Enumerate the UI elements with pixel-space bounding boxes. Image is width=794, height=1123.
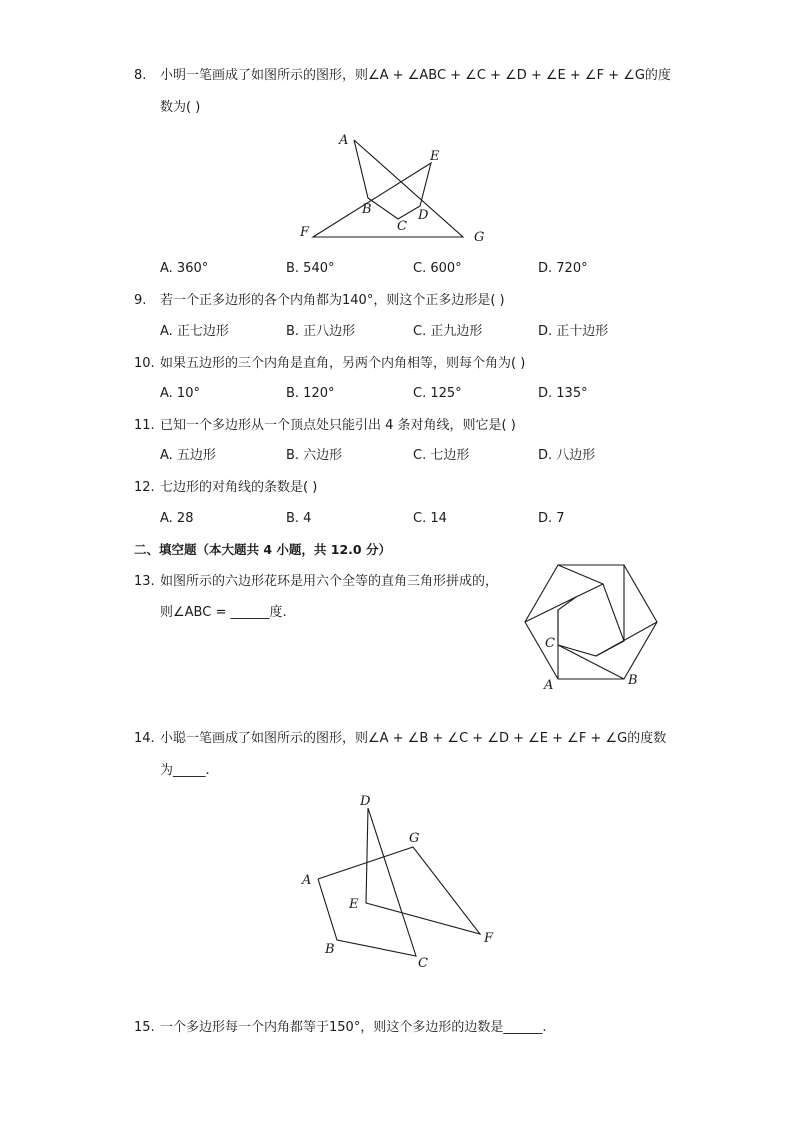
- section-fill-in-header: 二、填空题（本大题共 4 小题，共 12.0 分）: [134, 542, 391, 557]
- q11-option-a[interactable]: A. 五边形: [160, 448, 216, 463]
- q11-number: 11.: [134, 418, 155, 433]
- q10-option-c[interactable]: C. 125°: [413, 386, 462, 401]
- q8-label-d: D: [418, 208, 429, 223]
- q14-label-b: B: [325, 942, 335, 957]
- q14-figure-path: [318, 808, 480, 956]
- q8-label-a: A: [339, 133, 349, 148]
- q14-number: 14.: [134, 731, 155, 746]
- q12-option-c[interactable]: C. 14: [413, 511, 447, 526]
- q14-label-f: F: [484, 931, 494, 946]
- q8-option-b[interactable]: B. 540°: [286, 261, 335, 276]
- q14-label-e: E: [349, 897, 359, 912]
- q14-stem-line1: 小聪一笔画成了如图所示的图形，则∠A + ∠B + ∠C + ∠D + ∠E + ∠F + ∠G的度数: [160, 731, 667, 746]
- q11-stem: 已知一个多边形从一个顶点处只能引出 4 条对角线，则它是( ): [160, 418, 516, 433]
- q15-number: 15.: [134, 1020, 155, 1035]
- q9-stem: 若一个正多边形的各个内角都为140°，则这个正多边形是( ): [160, 293, 505, 308]
- q14-label-c: C: [418, 956, 428, 971]
- q9-option-b[interactable]: B. 正八边形: [286, 324, 356, 339]
- q9-option-c[interactable]: C. 正九边形: [413, 324, 483, 339]
- q8-label-c: C: [397, 219, 407, 234]
- q14-label-d: D: [360, 794, 371, 809]
- q11-option-c[interactable]: C. 七边形: [413, 448, 470, 463]
- q10-option-b[interactable]: B. 120°: [286, 386, 335, 401]
- q8-label-f: F: [300, 225, 310, 240]
- q12-number: 12.: [134, 480, 155, 495]
- q13-stem-line1: 如图所示的六边形花环是用六个全等的直角三角形拼成的，: [160, 574, 499, 589]
- q12-stem: 七边形的对角线的条数是( ): [160, 480, 318, 495]
- q12-option-b[interactable]: B. 4: [286, 511, 312, 526]
- q10-option-d[interactable]: D. 135°: [538, 386, 588, 401]
- q8-label-g: G: [474, 230, 485, 245]
- q14-label-a: A: [302, 873, 312, 888]
- q11-option-d[interactable]: D. 八边形: [538, 448, 596, 463]
- q10-stem: 如果五边形的三个内角是直角，另两个内角相等，则每个角为( ): [160, 356, 526, 371]
- q13-stem-line2: 则∠ABC = ______度.: [160, 605, 287, 620]
- q8-stem-line1: 小明一笔画成了如图所示的图形，则∠A + ∠ABC + ∠C + ∠D + ∠E + ∠F + ∠G的度: [160, 68, 671, 83]
- q8-label-b: B: [362, 202, 372, 217]
- q12-option-d[interactable]: D. 7: [538, 511, 565, 526]
- q9-option-d[interactable]: D. 正十边形: [538, 324, 609, 339]
- q14-stem-line2: 为_____.: [160, 763, 210, 778]
- q13-label-c: C: [545, 636, 555, 651]
- q8-option-c[interactable]: C. 600°: [413, 261, 462, 276]
- q9-option-a[interactable]: A. 正七边形: [160, 324, 229, 339]
- q11-option-b[interactable]: B. 六边形: [286, 448, 343, 463]
- q10-option-a[interactable]: A. 10°: [160, 386, 200, 401]
- q8-option-d[interactable]: D. 720°: [538, 261, 588, 276]
- q8-stem-line2: 数为( ): [160, 100, 201, 115]
- q12-option-a[interactable]: A. 28: [160, 511, 194, 526]
- q8-label-e: E: [430, 149, 440, 164]
- q9-number: 9.: [134, 293, 147, 308]
- q13-number: 13.: [134, 574, 155, 589]
- q15-stem: 一个多边形每一个内角都等于150°，则这个多边形的边数是______.: [160, 1020, 547, 1035]
- q8-number: 8.: [134, 68, 147, 83]
- q8-option-a[interactable]: A. 360°: [160, 261, 209, 276]
- q13-label-b: B: [628, 673, 638, 688]
- q14-label-g: G: [409, 831, 420, 846]
- q10-number: 10.: [134, 356, 155, 371]
- q13-label-a: A: [544, 678, 554, 693]
